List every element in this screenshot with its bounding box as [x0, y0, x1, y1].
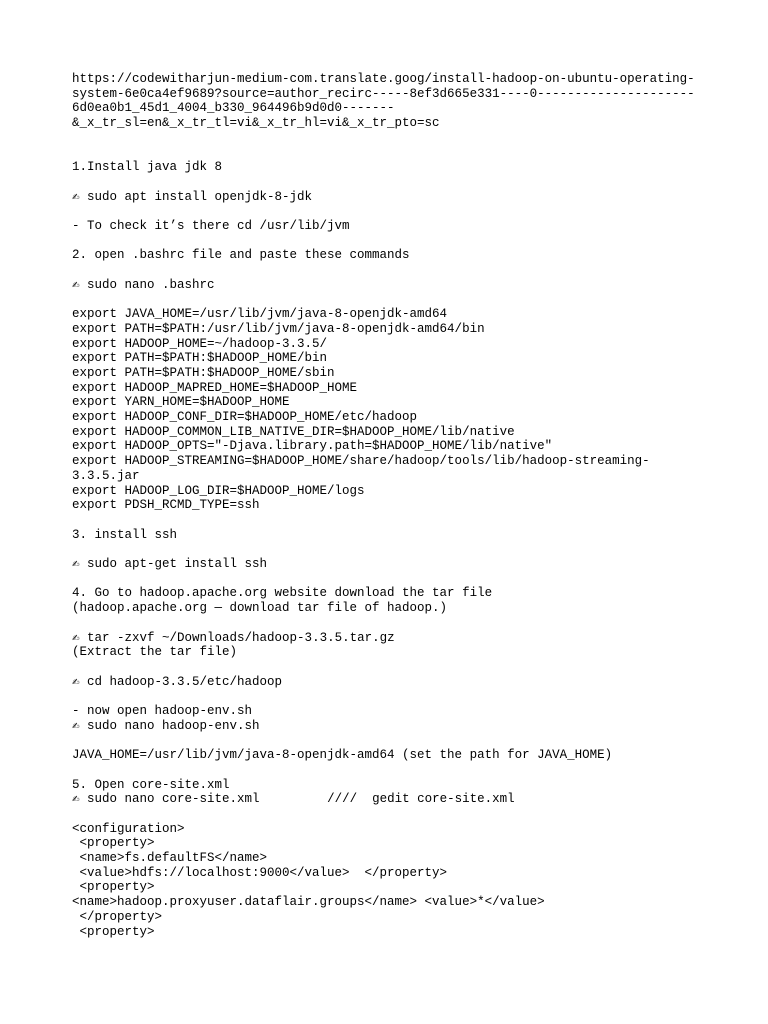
- text-line: [72, 616, 712, 631]
- text-line: export JAVA_HOME=/usr/lib/jvm/java-8-openjdk-amd64: [72, 307, 448, 322]
- text-line: [72, 263, 712, 278]
- text-line: [72, 733, 712, 748]
- text-line: - To check it’s there cd /usr/lib/jvm: [72, 218, 350, 233]
- text-line: ✍ sudo apt-get install ssh: [72, 557, 268, 572]
- text-line: 3.3.5.jar: [72, 468, 140, 483]
- text-line: [72, 146, 712, 161]
- text-line: export PATH=$PATH:$HADOOP_HOME/bin: [72, 351, 328, 366]
- text-line: (hadoop.apache.org — download tar file of hadoop.): [72, 601, 448, 616]
- text-line: [72, 572, 712, 587]
- text-line: <property>: [72, 924, 155, 939]
- text-line: https://codewitharjun-medium-com.translate.goog/install-hadoop-on-ubuntu-operating-: [72, 72, 695, 86]
- text-line: [72, 204, 712, 219]
- text-line: system-6e0ca4ef9689?source=author_recirc-----8ef3d665e331----0---------------------: [72, 86, 695, 101]
- text-line: export HADOOP_HOME=~/hadoop-3.3.5/: [72, 336, 328, 351]
- text-line: [72, 660, 712, 675]
- text-line: export YARN_HOME=$HADOOP_HOME: [72, 395, 290, 410]
- text-line: 4. Go to hadoop.apache.org website download the tar file: [72, 586, 493, 601]
- text-line: - now open hadoop-env.sh: [72, 704, 253, 719]
- text-line: 1.Install java jdk 8: [72, 160, 223, 175]
- text-line: ✍ tar -zxvf ~/Downloads/hadoop-3.3.5.tar.gz: [72, 630, 395, 645]
- text-line: <property>: [72, 880, 155, 895]
- text-line: JAVA_HOME=/usr/lib/jvm/java-8-openjdk-amd64 (set the path for JAVA_HOME): [72, 748, 613, 763]
- text-line: ✍ sudo nano .bashrc: [72, 277, 215, 292]
- text-line: [72, 131, 712, 146]
- text-line: export HADOOP_LOG_DIR=$HADOOP_HOME/logs: [72, 483, 365, 498]
- text-line: <name>fs.defaultFS</name>: [72, 851, 268, 866]
- text-line: [72, 689, 712, 704]
- text-line: <property>: [72, 836, 155, 851]
- text-line: 5. Open core-site.xml: [72, 777, 230, 792]
- text-line: [72, 234, 712, 249]
- text-line: export PATH=$PATH:$HADOOP_HOME/sbin: [72, 365, 335, 380]
- text-line: [72, 763, 712, 778]
- text-line: export HADOOP_STREAMING=$HADOOP_HOME/share/hadoop/tools/lib/hadoop-streaming-: [72, 454, 650, 469]
- text-line: export HADOOP_OPTS="-Djava.library.path=$HADOOP_HOME/lib/native": [72, 439, 553, 454]
- document-body: [72, 72, 712, 939]
- text-line: [72, 175, 712, 190]
- text-line: [72, 542, 712, 557]
- text-line: ✍ sudo nano hadoop-env.sh: [72, 718, 260, 733]
- text-line: <value>hdfs://localhost:9000</value> </property>: [72, 865, 448, 880]
- text-line: ✍ sudo apt install openjdk-8-jdk: [72, 189, 313, 204]
- text-line: </property>: [72, 909, 163, 924]
- text-line: 2. open .bashrc file and paste these commands: [72, 248, 410, 263]
- text-line: <name>hadoop.proxyuser.dataflair.groups</name> <value>*</value>: [72, 895, 545, 910]
- text-line: [72, 807, 712, 822]
- text-line: (Extract the tar file): [72, 645, 238, 660]
- text-line: <configuration>: [72, 821, 185, 836]
- text-line: export PDSH_RCMD_TYPE=ssh: [72, 498, 260, 513]
- text-line: [72, 292, 712, 307]
- text-line: ✍ cd hadoop-3.3.5/etc/hadoop: [72, 674, 283, 689]
- text-line: 3. install ssh: [72, 527, 178, 542]
- text-line: [72, 513, 712, 528]
- text-line: export PATH=$PATH:/usr/lib/jvm/java-8-openjdk-amd64/bin: [72, 321, 485, 336]
- text-line: export HADOOP_CONF_DIR=$HADOOP_HOME/etc/hadoop: [72, 410, 418, 425]
- text-line: &_x_tr_sl=en&_x_tr_tl=vi&_x_tr_hl=vi&_x_tr_pto=sc: [72, 116, 440, 131]
- text-line: ✍ sudo nano core-site.xml //// gedit core-site.xml: [72, 792, 515, 807]
- text-line: 6d0ea0b1_45d1_4004_b330_964496b9d0d0-------: [72, 101, 395, 116]
- text-line: export HADOOP_COMMON_LIB_NATIVE_DIR=$HADOOP_HOME/lib/native: [72, 424, 515, 439]
- text-line: export HADOOP_MAPRED_HOME=$HADOOP_HOME: [72, 380, 358, 395]
